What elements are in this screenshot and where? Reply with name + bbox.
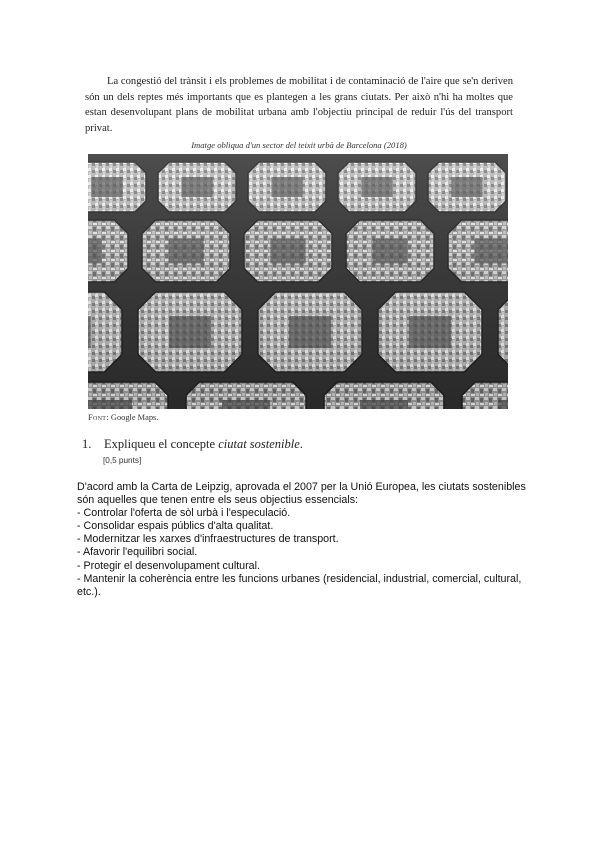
answer-line: - Afavorir l'equilibri social. (77, 546, 198, 559)
source-value: Google Maps. (108, 413, 159, 422)
question-heading (82, 437, 303, 452)
question-prefix: Expliqueu el concepte (104, 437, 219, 451)
question-suffix: . (299, 437, 303, 451)
intro-paragraph (85, 74, 513, 136)
question-term: ciutat sostenible (218, 437, 300, 451)
answer-line: - Mantenir la coherència entre les funcions urbanes (residencial, industrial, comercial, cultural, etc.). (77, 572, 522, 598)
answer-line: - Controlar l'oferta de sòl urbà i l'especulació. (77, 507, 291, 520)
source-label: Font: (88, 413, 109, 422)
intro-text: La congestió del trànsit i els problemes de mobilitat i de contaminació de l'aire que se'n deriven són un dels reptes més importants que es plantegen a les grans ciutats. Per això n'hi ha moltes que estan desenvolupant plans de mobilitat urbana amb l'objectiu principal de reduir l'ús del transport privat. (85, 76, 513, 134)
question-points: [0,5 punts] (103, 456, 142, 465)
answer-block (77, 481, 527, 599)
question-number: 1. (82, 437, 92, 451)
figure-source (88, 413, 158, 422)
answer-line: - Modernitzar les xarxes d'infraestructures de transport. (77, 533, 339, 546)
answer-line: - Consolidar espais públics d'alta qualitat. (77, 520, 274, 533)
answer-line: D'acord amb la Carta de Leipzig, aprovada el 2007 per la Unió Europea, les ciutats sostenibles són aquelles que tenen entre els seus objectius essencials: (77, 481, 526, 507)
aerial-city-photo (88, 154, 508, 409)
answer-line: - Protegir el desenvolupament cultural. (77, 559, 260, 572)
aerial-city-image (88, 154, 508, 409)
figure-caption: Imatge obliqua d'un sector del teixit urbà de Barcelona (2018) (191, 140, 407, 150)
